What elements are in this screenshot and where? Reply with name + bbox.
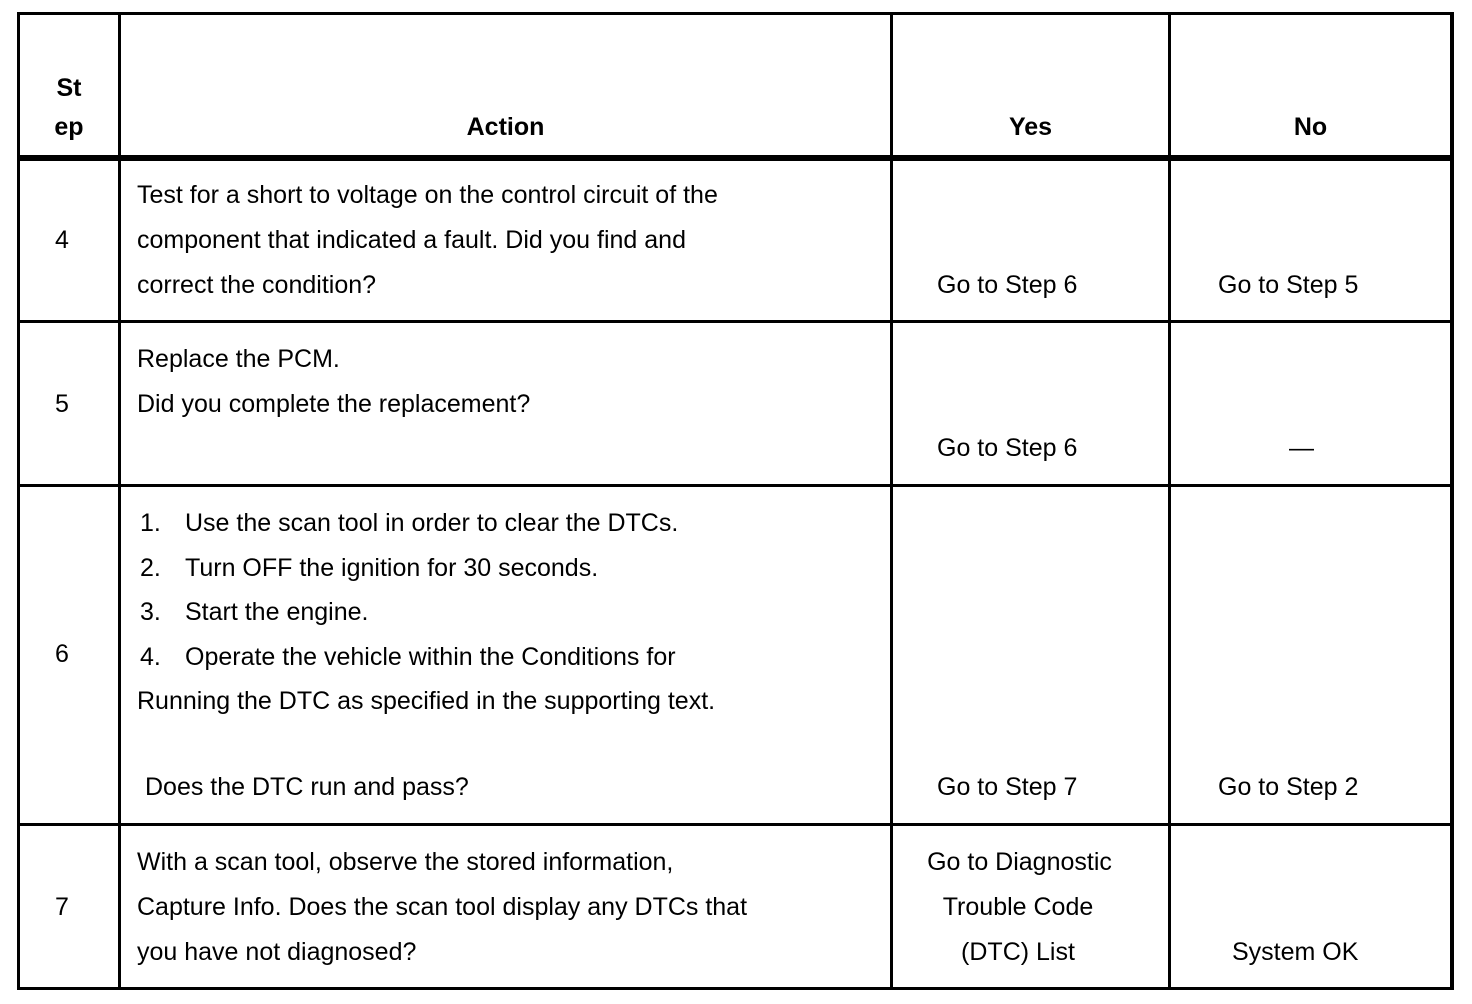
table-left-border [17,12,20,990]
step-number: 7 [55,893,69,921]
yes-result: Trouble Code [942,893,1094,921]
no-result: — [1289,434,1314,462]
row-divider [17,320,1454,323]
header-step-line1: St [56,74,82,102]
header-yes: Yes [1008,113,1053,141]
no-result: System OK [1232,938,1359,966]
yes-result: Go to Step 6 [937,271,1078,299]
column-divider [890,12,893,990]
action-text: Did you complete the replacement? [137,390,531,418]
yes-result: Go to Step 7 [937,773,1078,801]
table-top-border [17,12,1454,15]
column-divider [118,12,121,990]
list-text: Use the scan tool in order to clear the DTCs. [185,509,679,537]
action-text: you have not diagnosed? [137,938,417,966]
action-text: Capture Info. Does the scan tool display any DTCs that [137,893,748,921]
step-number: 6 [55,640,69,668]
list-number: 2. [140,554,161,582]
action-text: Running the DTC as specified in the supporting text. [137,687,716,715]
yes-result: Go to Diagnostic [927,848,1112,876]
row-divider [17,484,1454,487]
column-divider [1168,12,1171,990]
list-number: 1. [140,509,161,537]
no-result: Go to Step 2 [1218,773,1359,801]
step-number: 5 [55,390,69,418]
header-action: Action [466,113,545,141]
list-number: 4. [140,643,161,671]
no-result: Go to Step 5 [1218,271,1359,299]
list-number: 3. [140,598,161,626]
action-text: correct the condition? [137,271,377,299]
table-bottom-border [17,987,1454,990]
action-text: Test for a short to voltage on the control circuit of the [137,181,718,209]
action-text: Replace the PCM. [137,345,340,373]
row-divider [17,823,1454,826]
yes-result: Go to Step 6 [937,434,1078,462]
header-step-line2: ep [54,113,84,141]
list-text: Operate the vehicle within the Conditions for [185,643,676,671]
header-bottom-border [17,155,1454,161]
table-right-border [1450,12,1454,990]
yes-result: (DTC) List [961,938,1075,966]
action-text: component that indicated a fault. Did you find and [137,226,686,254]
step-number: 4 [55,226,69,254]
action-question: Does the DTC run and pass? [145,773,469,801]
list-text: Start the engine. [185,598,369,626]
header-no: No [1293,113,1328,141]
list-text: Turn OFF the ignition for 30 seconds. [185,554,599,582]
action-text: With a scan tool, observe the stored information, [137,848,674,876]
